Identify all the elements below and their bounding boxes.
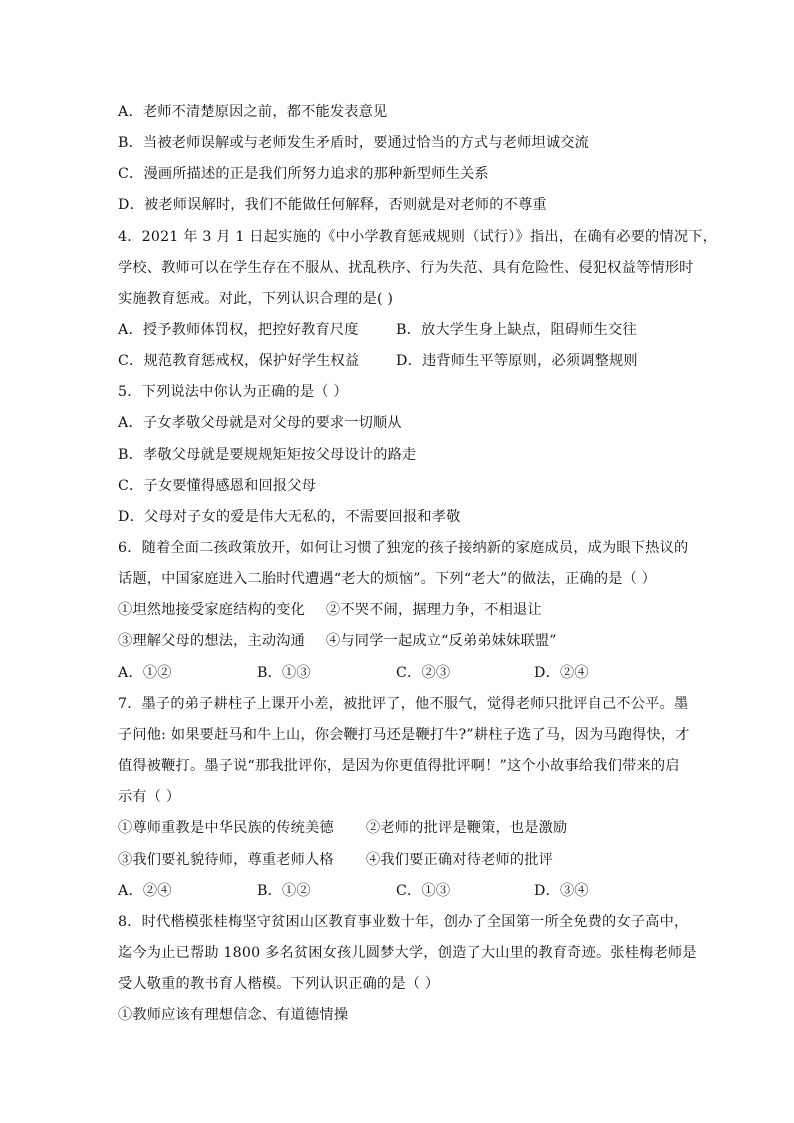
q7-stem-line2: 子问他: 如果要赶马和牛上山，你会鞭打马还是鞭打牛?”耕柱子选了马，因为马跑得快，才 xyxy=(118,727,690,743)
q7-option-b: B．①② xyxy=(257,883,311,899)
q7-item-4: ④我们要正确对待老师的批评 xyxy=(366,852,554,868)
q4-option-d: D．违背师生平等原则，必须调整规则 xyxy=(396,353,638,369)
q7-option-d: D．③④ xyxy=(534,883,589,899)
q7-stem-line1: 7．墨子的弟子耕柱子上课开小差，被批评了，他不服气，觉得老师只批评自己不公平。墨 xyxy=(118,696,689,712)
q4-option-c: C．规范教育惩戒权，保护好学生权益 xyxy=(118,353,360,369)
q6-option-b: B．①③ xyxy=(257,665,311,681)
q4-option-b: B．放大学生身上缺点，阻碍师生交往 xyxy=(396,322,637,338)
q5-option-a: A．子女孝敬父母就是对父母的要求一切顺从 xyxy=(118,415,402,431)
q4-stem-line1: 4．2021 年 3 月 1 日起实施的《中小学教育惩戒规则（试行）》指出，在确有必要的情况下， xyxy=(118,229,717,245)
q7-item-3: ③我们要礼貌待师，尊重老师人格 xyxy=(118,852,334,868)
q7-option-a: A．②④ xyxy=(118,883,172,899)
q8-stem-line2: 迄今为止已帮助 1800 多名贫困女孩儿圆梦大学，创造了大山里的教育奇迹。张桂梅老师是 xyxy=(118,945,697,961)
q6-stem-line2: 话题，中国家庭进入二胎时代遭遇“老大的烦恼”。下列“老大”的做法，正确的是（ ） xyxy=(118,571,657,587)
q7-stem-line4: 示有（ ） xyxy=(118,789,181,805)
q8-stem-line1: 8．时代楷模张桂梅坚守贫困山区教育事业数十年，创办了全国第一所全免费的女子高中， xyxy=(118,914,689,930)
q8-stem-line3: 受人敬重的教书育人楷模。下列认识正确的是（ ） xyxy=(118,976,440,992)
q4-option-a: A．授予教师体罚权，把控好教育尺度 xyxy=(118,322,359,338)
q6-item-2: ②不哭不闹，据理力争，不相退让 xyxy=(326,602,542,618)
q5-option-c: C．子女要懂得感恩和回报父母 xyxy=(118,478,317,494)
q8-item-1: ①教师应该有理想信念、有道德情操 xyxy=(118,1007,349,1023)
q5-option-d: D．父母对子女的爱是伟大无私的，不需要回报和孝敬 xyxy=(118,509,461,525)
q5-stem: 5．下列说法中你认为正确的是（ ） xyxy=(118,384,348,400)
q4-stem-line2: 学校、教师可以在学生存在不服从、扰乱秩序、行为失范、具有危险性、侵犯权益等情形时 xyxy=(118,260,694,276)
q7-item-1: ①尊师重教是中华民族的传统美德 xyxy=(118,820,334,836)
q3-option-c: C．漫画所描述的正是我们所努力追求的那种新型师生关系 xyxy=(118,166,489,182)
q3-option-a: A．老师不清楚原因之前，都不能发表意见 xyxy=(118,104,388,120)
q6-item-4: ④与同学一起成立“反弟弟妹妹联盟” xyxy=(326,633,557,649)
q6-item-3: ③理解父母的想法，主动沟通 xyxy=(118,633,306,649)
q6-option-c: C．②③ xyxy=(396,665,451,681)
q7-stem-line3: 值得被鞭打。墨子说“那我批评你，是因为你更值得批评啊！”这个小故事给我们带来的启 xyxy=(118,758,680,774)
q3-option-b: B．当被老师误解或与老师发生矛盾时，要通过恰当的方式与老师坦诚交流 xyxy=(118,135,590,151)
q6-option-a: A．①② xyxy=(118,665,172,681)
q6-item-1: ①坦然地接受家庭结构的变化 xyxy=(118,602,306,618)
q3-option-d: D．被老师误解时，我们不能做任何解释，否则就是对老师的不尊重 xyxy=(118,197,547,213)
q5-option-b: B．孝敬父母就是要规规矩矩按父母设计的路走 xyxy=(118,447,417,463)
q7-option-c: C．①③ xyxy=(396,883,451,899)
q4-stem-line3: 实施教育惩戒。对此，下列认识合理的是( ) xyxy=(118,291,394,307)
q7-item-2: ②老师的批评是鞭策，也是激励 xyxy=(366,820,568,836)
q6-option-d: D．②④ xyxy=(534,665,589,681)
q6-stem-line1: 6．随着全面二孩政策放开，如何让习惯了独宠的孩子接纳新的家庭成员，成为眼下热议的 xyxy=(118,540,689,556)
